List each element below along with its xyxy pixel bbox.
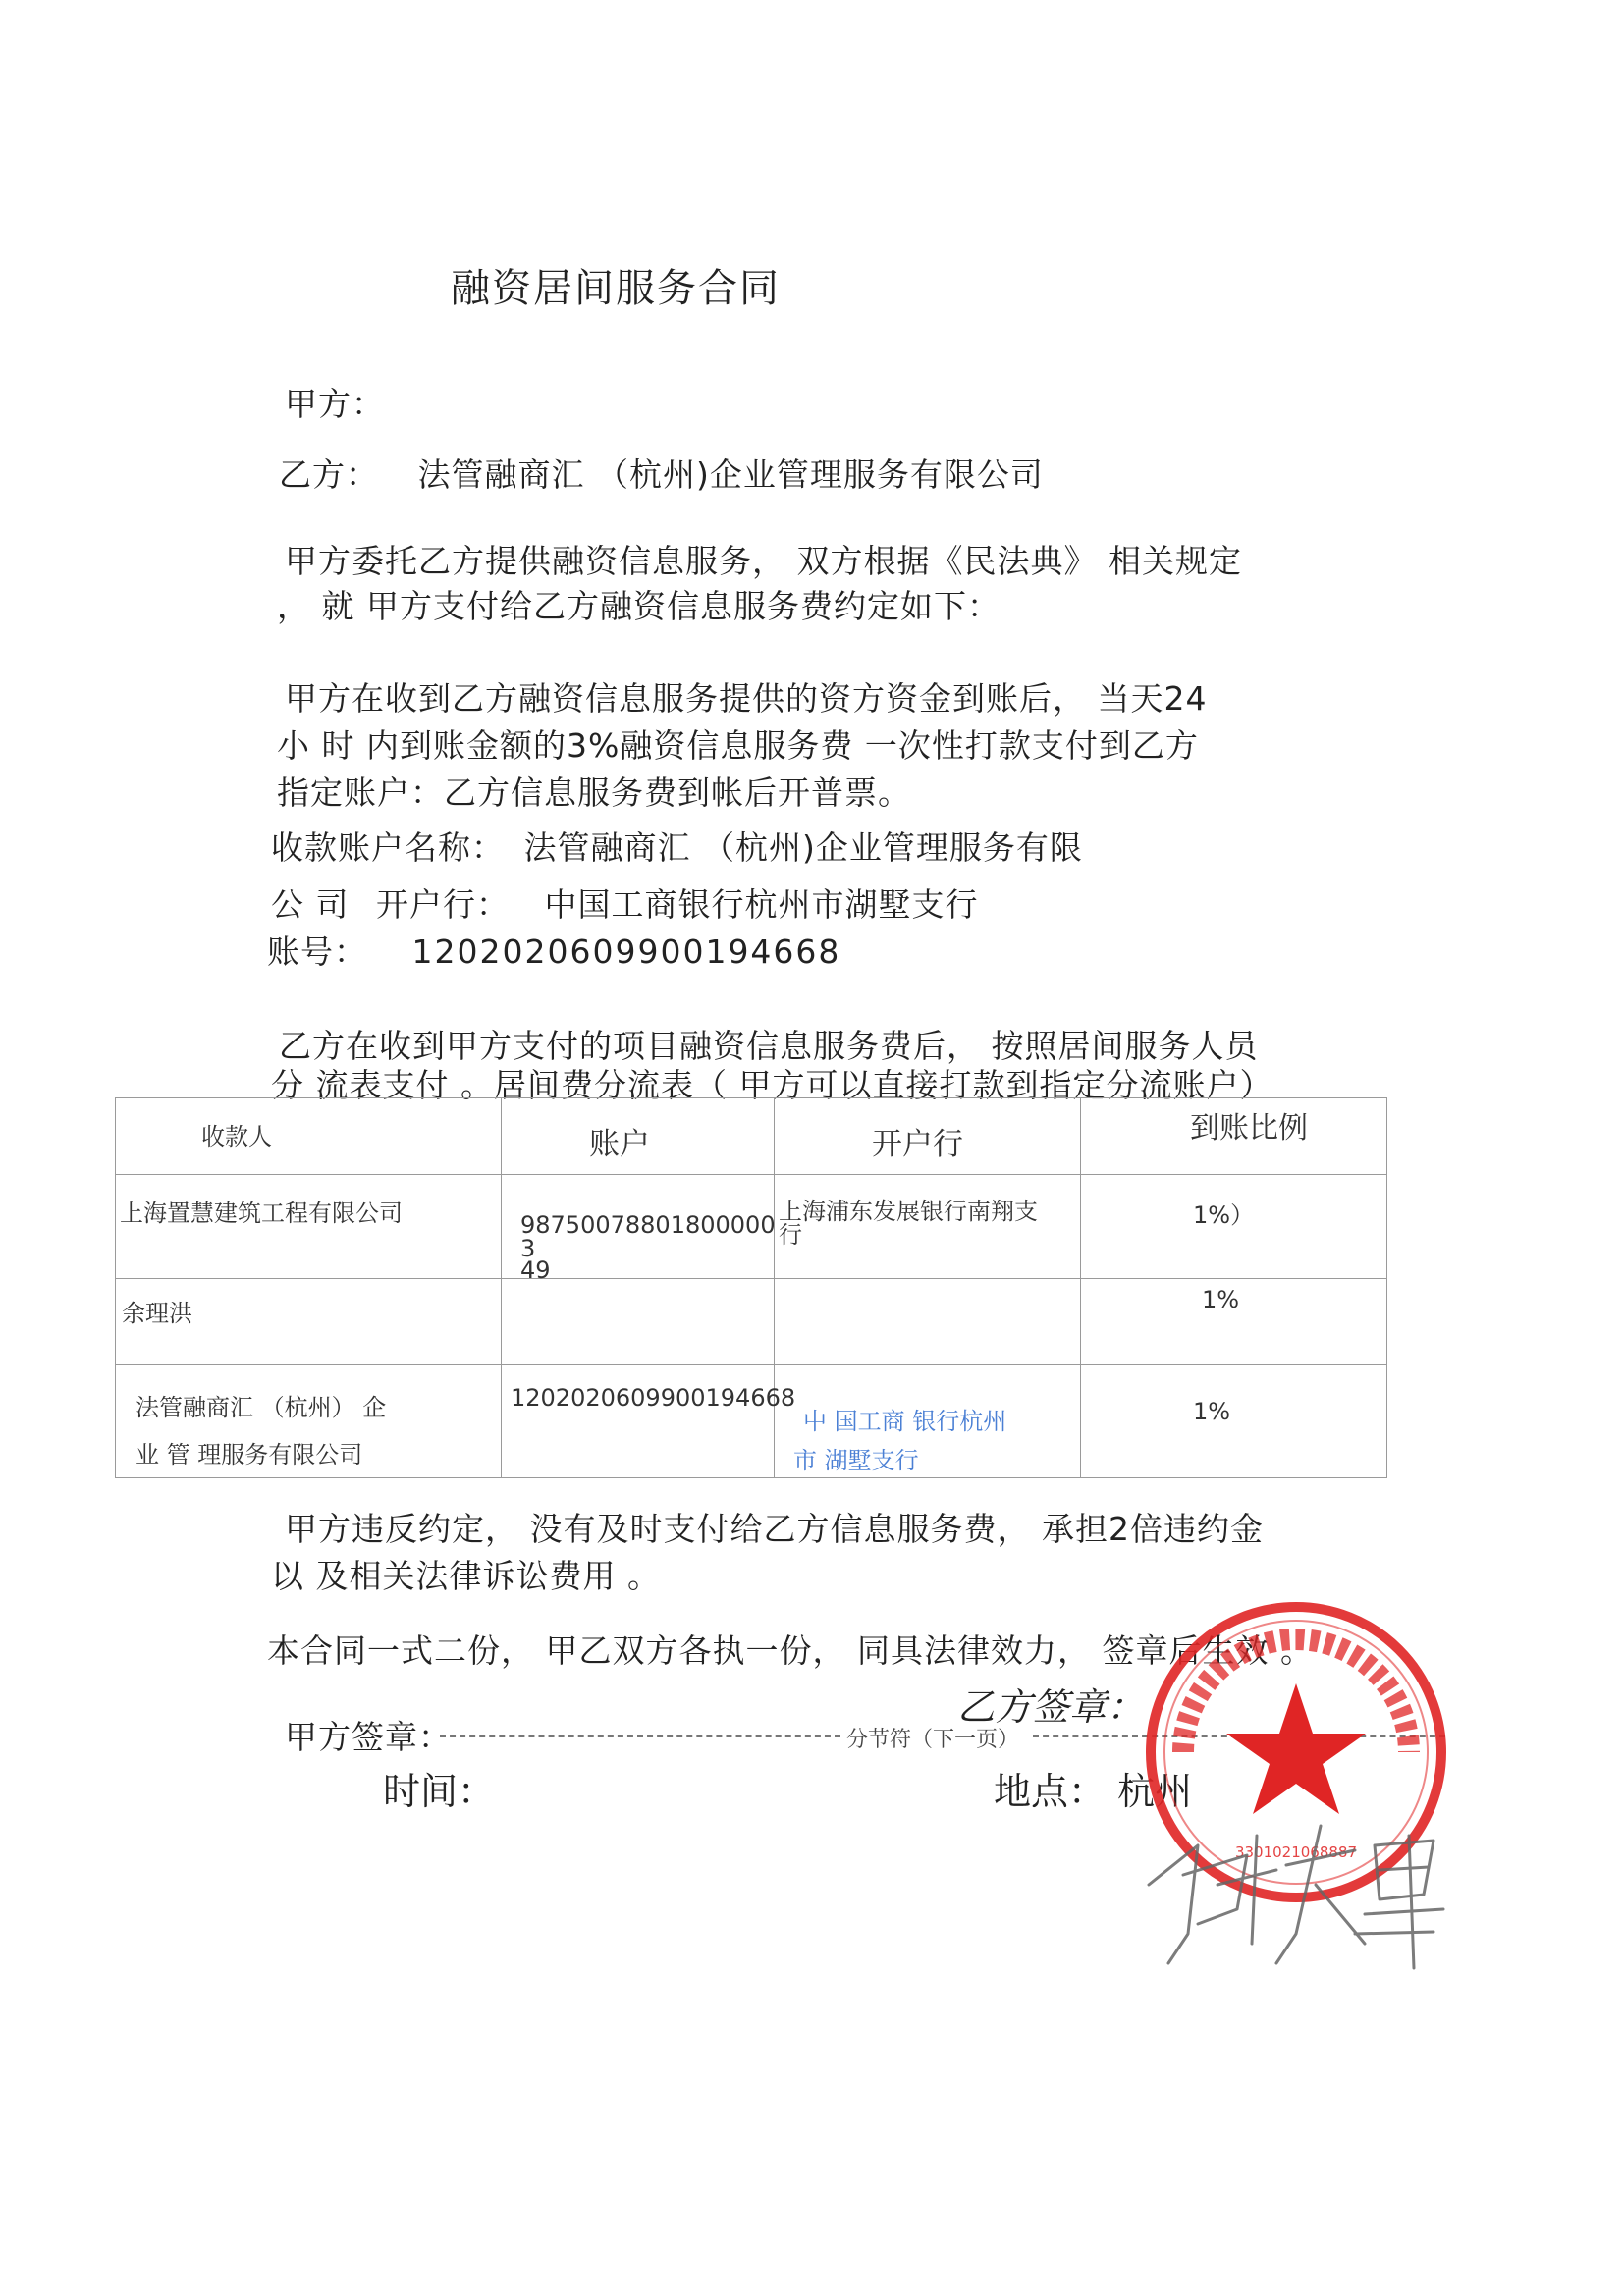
payment-clause-line-2: 小 时 内到账金额的3%融资信息服务费 一次性打款支付到乙方	[277, 726, 1199, 765]
intro-line-2: ， 就 甲方支付给乙方融资信息服务费约定如下：	[277, 587, 1001, 625]
section-break-line-left	[440, 1735, 840, 1737]
breach-line-2: 以 及相关法律诉讼费用 。	[271, 1557, 661, 1595]
party-a-label: 甲方：	[285, 385, 385, 423]
party-b-line	[279, 450, 1044, 496]
row2-payee: 余理洪	[122, 1300, 192, 1327]
row1-payee: 上海置慧建筑工程有限公司	[120, 1200, 403, 1227]
contract-title: 融资居间服务合同	[451, 266, 781, 311]
account-name-label: 收款账户名称：	[271, 828, 505, 867]
account-number-value: 1202020609900194668	[411, 933, 841, 971]
bank-label: 开户行：	[376, 885, 510, 924]
seal-star-icon	[1226, 1683, 1366, 1814]
handwritten-signature	[1129, 1816, 1453, 1973]
section-break-label: 分节符（下一页）	[846, 1728, 1020, 1752]
party-b-name: 法管融商汇 （杭州)企业管理服务有限公司	[417, 455, 1044, 494]
row1-account-line-3: 49	[520, 1256, 551, 1284]
row3-payee-line-2: 业 管 理服务有限公司	[135, 1441, 363, 1468]
row3-payee-line-1: 法管融商汇 （杭州） 企	[135, 1394, 387, 1421]
seal-number: 3301021068887	[1234, 1843, 1358, 1861]
header-payee: 收款人	[201, 1123, 272, 1150]
bank-value: 中国工商银行杭州市湖墅支行	[544, 885, 979, 924]
row3-bank-line-1: 中 国工商 银行杭州	[803, 1408, 1007, 1435]
header-account: 账户	[589, 1127, 650, 1162]
copies-clause: 本合同一式二份， 甲乙双方各执一份， 同具法律效力， 签章后生效 。	[267, 1631, 1314, 1670]
breach-line-1: 甲方违反约定， 没有及时支付给乙方信息服务费， 承担2倍违约金	[285, 1510, 1264, 1548]
payment-clause-line-3: 指定账户：乙方信息服务费到帐后开普票。	[277, 774, 911, 812]
time-label: 时间：	[383, 1770, 496, 1813]
intro-line-1: 甲方委托乙方提供融资信息服务， 双方根据《民法典》 相关规定	[285, 542, 1242, 580]
row3-account: 1202020609900194668	[511, 1384, 796, 1412]
payment-clause-line-1: 甲方在收到乙方融资信息服务提供的资方资金到账后， 当天24	[285, 679, 1208, 718]
bank-line	[271, 880, 979, 926]
row3-bank-line-2: 市 湖墅支行	[793, 1447, 919, 1474]
row1-bank-line-1: 上海浦东发展银行南翔支	[779, 1198, 1038, 1225]
row3-ratio: 1%	[1193, 1398, 1231, 1425]
party-a-sign-label: 甲方签章：	[285, 1718, 452, 1756]
place-label: 地点：	[994, 1770, 1107, 1813]
row1-ratio: 1%）	[1193, 1201, 1255, 1229]
account-number-label: 账号：	[267, 933, 367, 971]
header-bank: 开户行	[872, 1127, 963, 1162]
account-number-line	[267, 927, 840, 973]
party-b-sign-label: 乙方签章：	[957, 1685, 1145, 1729]
bank-line-prefix: 公 司	[271, 885, 350, 924]
account-name-line	[271, 823, 1083, 869]
row1-account-line-2: 3	[520, 1235, 536, 1262]
place-value: 杭州	[1117, 1770, 1193, 1813]
row1-bank-line-2: 行	[779, 1221, 802, 1249]
account-name-value: 法管融商汇 （杭州)企业管理服务有限	[523, 828, 1083, 867]
header-ratio: 到账比例	[1190, 1111, 1308, 1146]
distribution-line-1: 乙方在收到甲方支付的项目融资信息服务费后， 按照居间服务人员	[279, 1027, 1259, 1065]
row1-account-line-1: 98750078801800000	[520, 1211, 776, 1239]
party-b-label: 乙方：	[279, 455, 379, 494]
row2-ratio: 1%	[1202, 1286, 1240, 1313]
distribution-line-2: 分 流表支付 。居间费分流表（ 甲方可以直接打款到指定分流账户）	[271, 1066, 1273, 1104]
